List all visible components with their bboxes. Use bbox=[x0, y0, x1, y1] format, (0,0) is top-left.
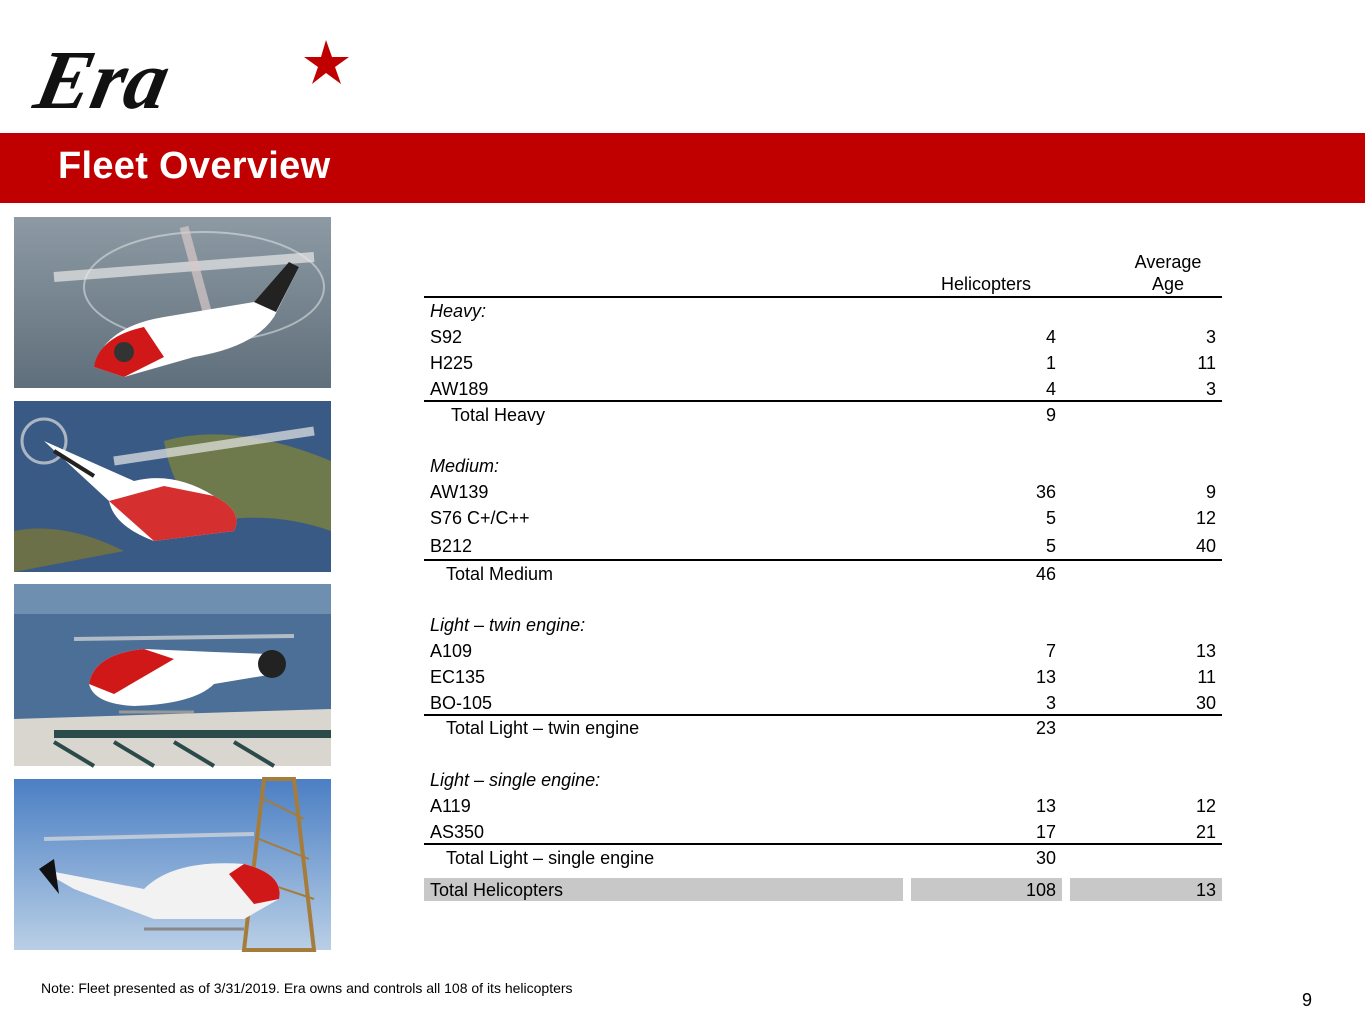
footnote: Note: Fleet presented as of 3/31/2019. Era owns and controls all 108 of its helicopters bbox=[41, 980, 573, 996]
section-title-light-single: Light – single engine: bbox=[430, 770, 601, 790]
total-light-twin-label: Total Light – twin engine bbox=[446, 718, 640, 738]
table-row-age: 13 bbox=[1195, 641, 1216, 661]
table-row-helicopters: 4 bbox=[1045, 379, 1056, 399]
table-row-name: AW189 bbox=[430, 379, 489, 399]
table-row-age: 21 bbox=[1195, 822, 1216, 842]
table-row-age: 30 bbox=[1195, 693, 1216, 713]
section-title-light-twin: Light – twin engine: bbox=[430, 615, 586, 635]
table-row-age: 12 bbox=[1195, 508, 1216, 528]
table-row-name: A109 bbox=[430, 641, 473, 661]
page-number: 9 bbox=[1302, 990, 1313, 1010]
table-row-helicopters: 17 bbox=[1035, 822, 1056, 842]
total-heavy-label: Total Heavy bbox=[451, 405, 546, 425]
logo-text: Era bbox=[27, 33, 178, 127]
table-row-helicopters: 1 bbox=[1045, 353, 1056, 373]
total-medium-label: Total Medium bbox=[446, 564, 554, 584]
helicopter-photo-as350 bbox=[14, 779, 331, 950]
section-rule bbox=[424, 714, 1222, 716]
grand-total-helicopters: 108 bbox=[1025, 880, 1056, 900]
table-row-helicopters: 5 bbox=[1045, 508, 1056, 528]
total-light-single-value: 30 bbox=[1035, 848, 1056, 868]
table-row-age: 3 bbox=[1205, 379, 1216, 399]
helicopter-photo-s92 bbox=[14, 217, 331, 388]
table-row-helicopters: 13 bbox=[1035, 796, 1056, 816]
table-row-helicopters: 5 bbox=[1045, 536, 1056, 556]
grand-total-label: Total Helicopters bbox=[430, 880, 564, 900]
table-row-age: 11 bbox=[1197, 667, 1216, 687]
table-row-name: H225 bbox=[430, 353, 474, 373]
table-row-helicopters: 13 bbox=[1035, 667, 1056, 687]
table-row-age: 3 bbox=[1205, 327, 1216, 347]
header-rule bbox=[424, 296, 1222, 298]
col-header-age-line2: Age bbox=[1151, 274, 1185, 294]
table-row-helicopters: 3 bbox=[1045, 693, 1056, 713]
section-rule bbox=[424, 843, 1222, 845]
table-row-name: AS350 bbox=[430, 822, 485, 842]
table-row-age: 11 bbox=[1197, 353, 1216, 373]
table-row-name: EC135 bbox=[430, 667, 486, 687]
total-medium-value: 46 bbox=[1035, 564, 1056, 584]
table-row-name: S92 bbox=[430, 327, 463, 347]
table-row-name: S76 C+/C++ bbox=[430, 508, 530, 528]
col-header-helicopters: Helicopters bbox=[940, 274, 1032, 294]
title-banner bbox=[0, 133, 1365, 203]
table-row-age: 40 bbox=[1195, 536, 1216, 556]
helicopter-photo-aw139 bbox=[14, 401, 331, 572]
col-header-age-line1: Average bbox=[1134, 252, 1202, 272]
total-light-twin-value: 23 bbox=[1035, 718, 1056, 738]
table-row-helicopters: 4 bbox=[1045, 327, 1056, 347]
table-row-age: 9 bbox=[1205, 482, 1216, 502]
star-icon bbox=[304, 40, 349, 84]
section-title-heavy: Heavy: bbox=[430, 301, 487, 321]
total-heavy-value: 9 bbox=[1045, 405, 1056, 425]
helicopter-photo-ec135 bbox=[14, 584, 331, 766]
table-row-name: B212 bbox=[430, 536, 473, 556]
table-row-name: AW139 bbox=[430, 482, 489, 502]
era-logo bbox=[27, 30, 364, 127]
table-row-helicopters: 36 bbox=[1035, 482, 1056, 502]
table-row-helicopters: 7 bbox=[1045, 641, 1056, 661]
section-rule bbox=[424, 400, 1222, 402]
section-title-medium: Medium: bbox=[430, 456, 500, 476]
section-rule bbox=[424, 559, 1222, 561]
grand-total-age: 13 bbox=[1195, 880, 1216, 900]
total-light-single-label: Total Light – single engine bbox=[446, 848, 655, 868]
table-row-name: BO-105 bbox=[430, 693, 493, 713]
page-title: Fleet Overview bbox=[58, 145, 331, 187]
table-row-name: A119 bbox=[430, 796, 471, 816]
table-row-age: 12 bbox=[1195, 796, 1216, 816]
